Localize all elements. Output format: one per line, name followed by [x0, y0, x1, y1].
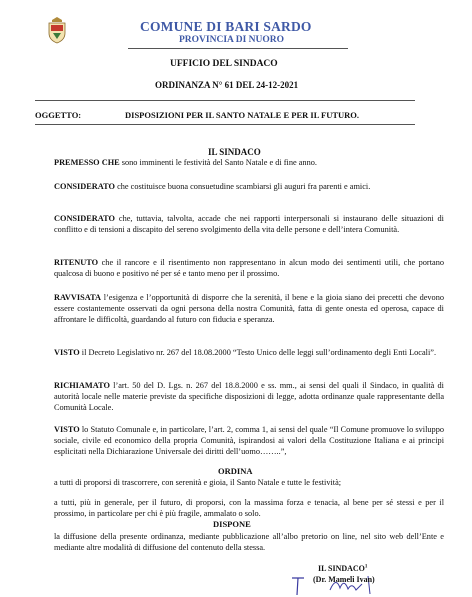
- paragraph-text: che il rancore e il risentimento non rappresentano in alcun modo dei sentimenti utili, che portano qualcosa di buono e positivo né per sé e tanto meno per il prossimo.: [54, 258, 444, 278]
- signature-title-text: IL SINDACO: [318, 564, 365, 573]
- paragraph-text: sono imminenti le festività del Santo Natale e di fine anno.: [119, 158, 317, 167]
- ordina-item-1: a tutti di proporsi di trascorrere, con serenità e gioia, il Santo Natale e tutte le festività;: [54, 478, 342, 487]
- paragraph-lead: RAVVISATA: [54, 293, 102, 302]
- comune-title: COMUNE DI BARI SARDO: [140, 19, 312, 34]
- oggetto-text: DISPOSIZIONI PER IL SANTO NATALE E PER IL FUTURO.: [125, 110, 360, 120]
- paragraph-text: l’art. 50 del D. Lgs. n. 267 del 18.8.2000 e ss. mm., ai sensi del quali il Sindaco, in qualità di autorità locale nelle materie previste da specifiche disposizioni di legge, adotta ordinanze quale rappresentante della Comunità Locale.: [54, 381, 444, 412]
- municipal-crest-icon: [46, 16, 68, 44]
- paragraph-lead: CONSIDERATO: [54, 214, 116, 223]
- visto1-paragraph: [54, 347, 444, 358]
- ritenuto-paragraph: [54, 257, 444, 279]
- signature-name: (Dr. Mameli Ivan): [313, 575, 375, 584]
- ordina-item-2: a tutti, più in generale, per il futuro, di proporsi, con la massima forza e tenacia, al bene per sé stessi e per il prossimo, in particolare per chi è più fragile, ammalato o solo.: [54, 498, 444, 518]
- paragraph-text: l’esigenza e l’opportunità di disporre che la serenità, il bene e la gioia siano dei precetti che devono essere costantemente osservati da ogni persona della nostra Comunità, fatta di gente onesta ed operosa, capace di affrontare le difficoltà, guardando al futuro con fiducia e speranza.: [54, 293, 444, 324]
- sindaco-heading: IL SINDACO: [208, 147, 261, 157]
- paragraph-text: che costituisce buona consuetudine scambiarsi gli auguri fra parenti e amici.: [115, 182, 371, 191]
- paragraph-text: che, tuttavia, talvolta, accade che nei rapporti interpersonali si instaurano delle situazioni di conflitto e di tensioni a discapito del sereno svolgimento della vita delle persone e dell’intera Comunità.: [54, 214, 444, 234]
- ravvisata-paragraph: [54, 292, 444, 325]
- ordina-heading: ORDINA: [218, 466, 253, 476]
- paragraph-text: lo Statuto Comunale e, in particolare, l’art. 2, comma 1, ai sensi del quale “Il Comune promuove lo sviluppo sociale, civile ed economico della propria Comunità, ispirandosi ai valori della Costituzione Italiana e ai principi esplicitati nella Dichiarazione Universale dei diritti dell’uomo……..”,: [54, 425, 444, 456]
- oggetto-bottom-rule: [35, 124, 415, 125]
- header-divider: [128, 48, 348, 49]
- dispone-paragraph: la diffusione della presente ordinanza, mediante pubblicazione all’albo pretorio on line, nel sito web dell’Ente e mediante altre modalità di diffusione del contenuto della stessa.: [54, 532, 444, 552]
- ufficio-heading: UFFICIO DEL SINDACO: [170, 59, 278, 69]
- paragraph-lead: VISTO: [54, 348, 80, 357]
- visto2-paragraph: [54, 424, 444, 457]
- footnote-mark: 1: [364, 564, 368, 570]
- paragraph-lead: CONSIDERATO: [54, 182, 116, 191]
- considerato1-paragraph: [54, 181, 444, 192]
- provincia-subtitle: PROVINCIA DI NUORO: [179, 35, 285, 45]
- richiamato-paragraph: [54, 380, 444, 413]
- paragraph-lead: VISTO: [54, 425, 80, 434]
- ordinanza-number: ORDINANZA N° 61 DEL 24-12-2021: [155, 80, 299, 90]
- premesso-paragraph: [54, 157, 444, 168]
- paragraph-lead: RITENUTO: [54, 258, 99, 267]
- paragraph-text: il Decreto Legislativo nr. 267 del 18.08.2000 “Testo Unico delle leggi sull’ordinamento degli Enti Locali”.: [79, 348, 437, 357]
- dispone-heading: DISPONE: [213, 519, 251, 529]
- oggetto-label: OGGETTO:: [35, 110, 82, 120]
- considerato2-paragraph: [54, 213, 444, 235]
- oggetto-top-rule: [35, 100, 415, 101]
- paragraph-lead: RICHIAMATO: [54, 381, 110, 390]
- paragraph-lead: PREMESSO CHE: [54, 158, 120, 167]
